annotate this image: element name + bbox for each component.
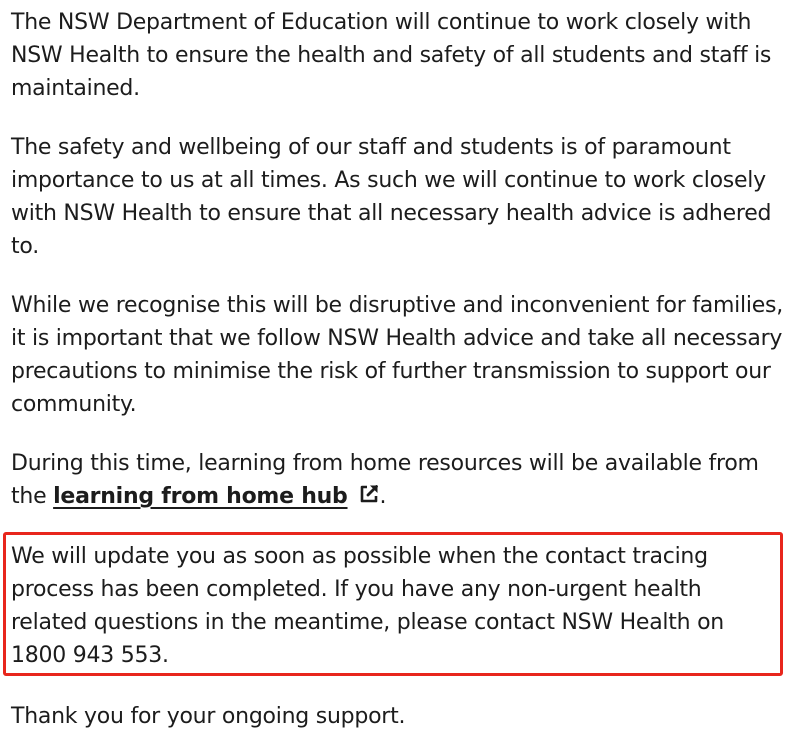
paragraph-safety: The safety and wellbeing of our staff and students is of paramount importance to us at all times. As such we will continue to work closely with NSW Health to ensure that all necessary health advice is adhered to. xyxy=(11,135,772,259)
paragraph-contact-tracing: We will update you as soon as possible when the contact tracing process has been completed. If you have any non-urgent health related questions in the meantime, please contact NSW Health on 1800 943 553. xyxy=(11,544,724,668)
paragraph-disruption: While we recognise this will be disruptive and inconvenient for families, it is important that we follow NSW Health advice and take all necessary precautions to minimise the risk of further transmission to support our community. xyxy=(11,293,783,417)
article-body xyxy=(11,6,791,513)
learning-text-after: . xyxy=(379,484,387,509)
paragraph-thank-you: Thank you for your ongoing support. xyxy=(11,704,406,729)
learning-text-before: During this time, learning from home resources will be available from the xyxy=(11,451,759,509)
external-link-icon xyxy=(358,482,380,504)
paragraph-learning-from-home xyxy=(11,447,791,513)
paragraph-collaboration: The NSW Department of Education will continue to work closely with NSW Health to ensure the health and safety of all students and staff is maintained. xyxy=(11,10,772,101)
learning-from-home-hub-link[interactable]: learning from home hub xyxy=(53,484,348,509)
